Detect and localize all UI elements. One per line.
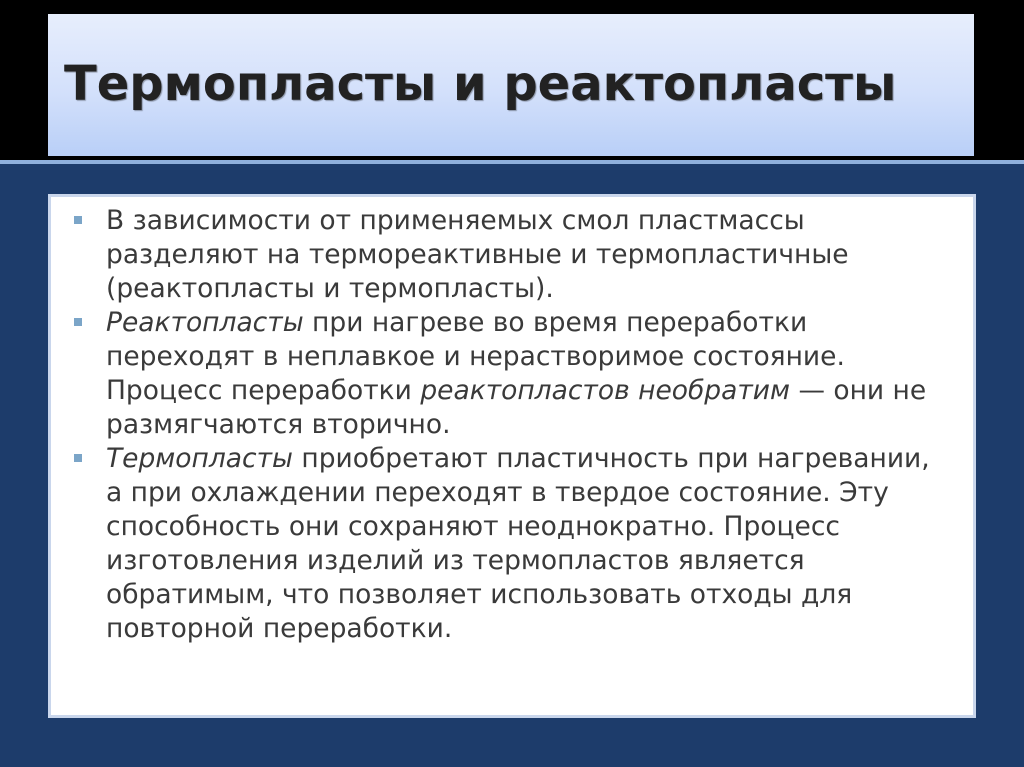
square-bullet-icon: [74, 454, 82, 462]
bullet-item: [74, 204, 954, 306]
bullet-list: [74, 204, 954, 646]
bullet-text: В зависимости от применяемых смол пластмассы разделяют на термореактивные и термопластичные (реактопласты и термопласты).: [106, 205, 849, 304]
term-thermoplasts: Термопласты: [106, 443, 293, 474]
slide-title: Термопласты и реактопласты: [64, 56, 897, 112]
term-reactoplasts: Реактопласты: [106, 307, 304, 338]
bullet-text: — они не размягчаются вторично.: [106, 375, 927, 440]
square-bullet-icon: [74, 318, 82, 326]
bullet-text: при нагреве во время переработки переходят в неплавкое и нерастворимое состояние. Процесс переработки: [106, 307, 845, 406]
square-bullet-icon: [74, 216, 82, 224]
bullet-text: приобретают пластичность при нагревании, а при охлаждении переходят в твердое состояние. Эту способность они сохраняют неоднократно. Процесс изготовления изделий из термопластов является обратимым, что позволяет использовать отходы для повторной переработки.: [106, 443, 930, 644]
bullet-item: [74, 306, 954, 442]
term-irreversible: реактопластов необратим: [420, 375, 791, 406]
bullet-item: [74, 442, 954, 646]
